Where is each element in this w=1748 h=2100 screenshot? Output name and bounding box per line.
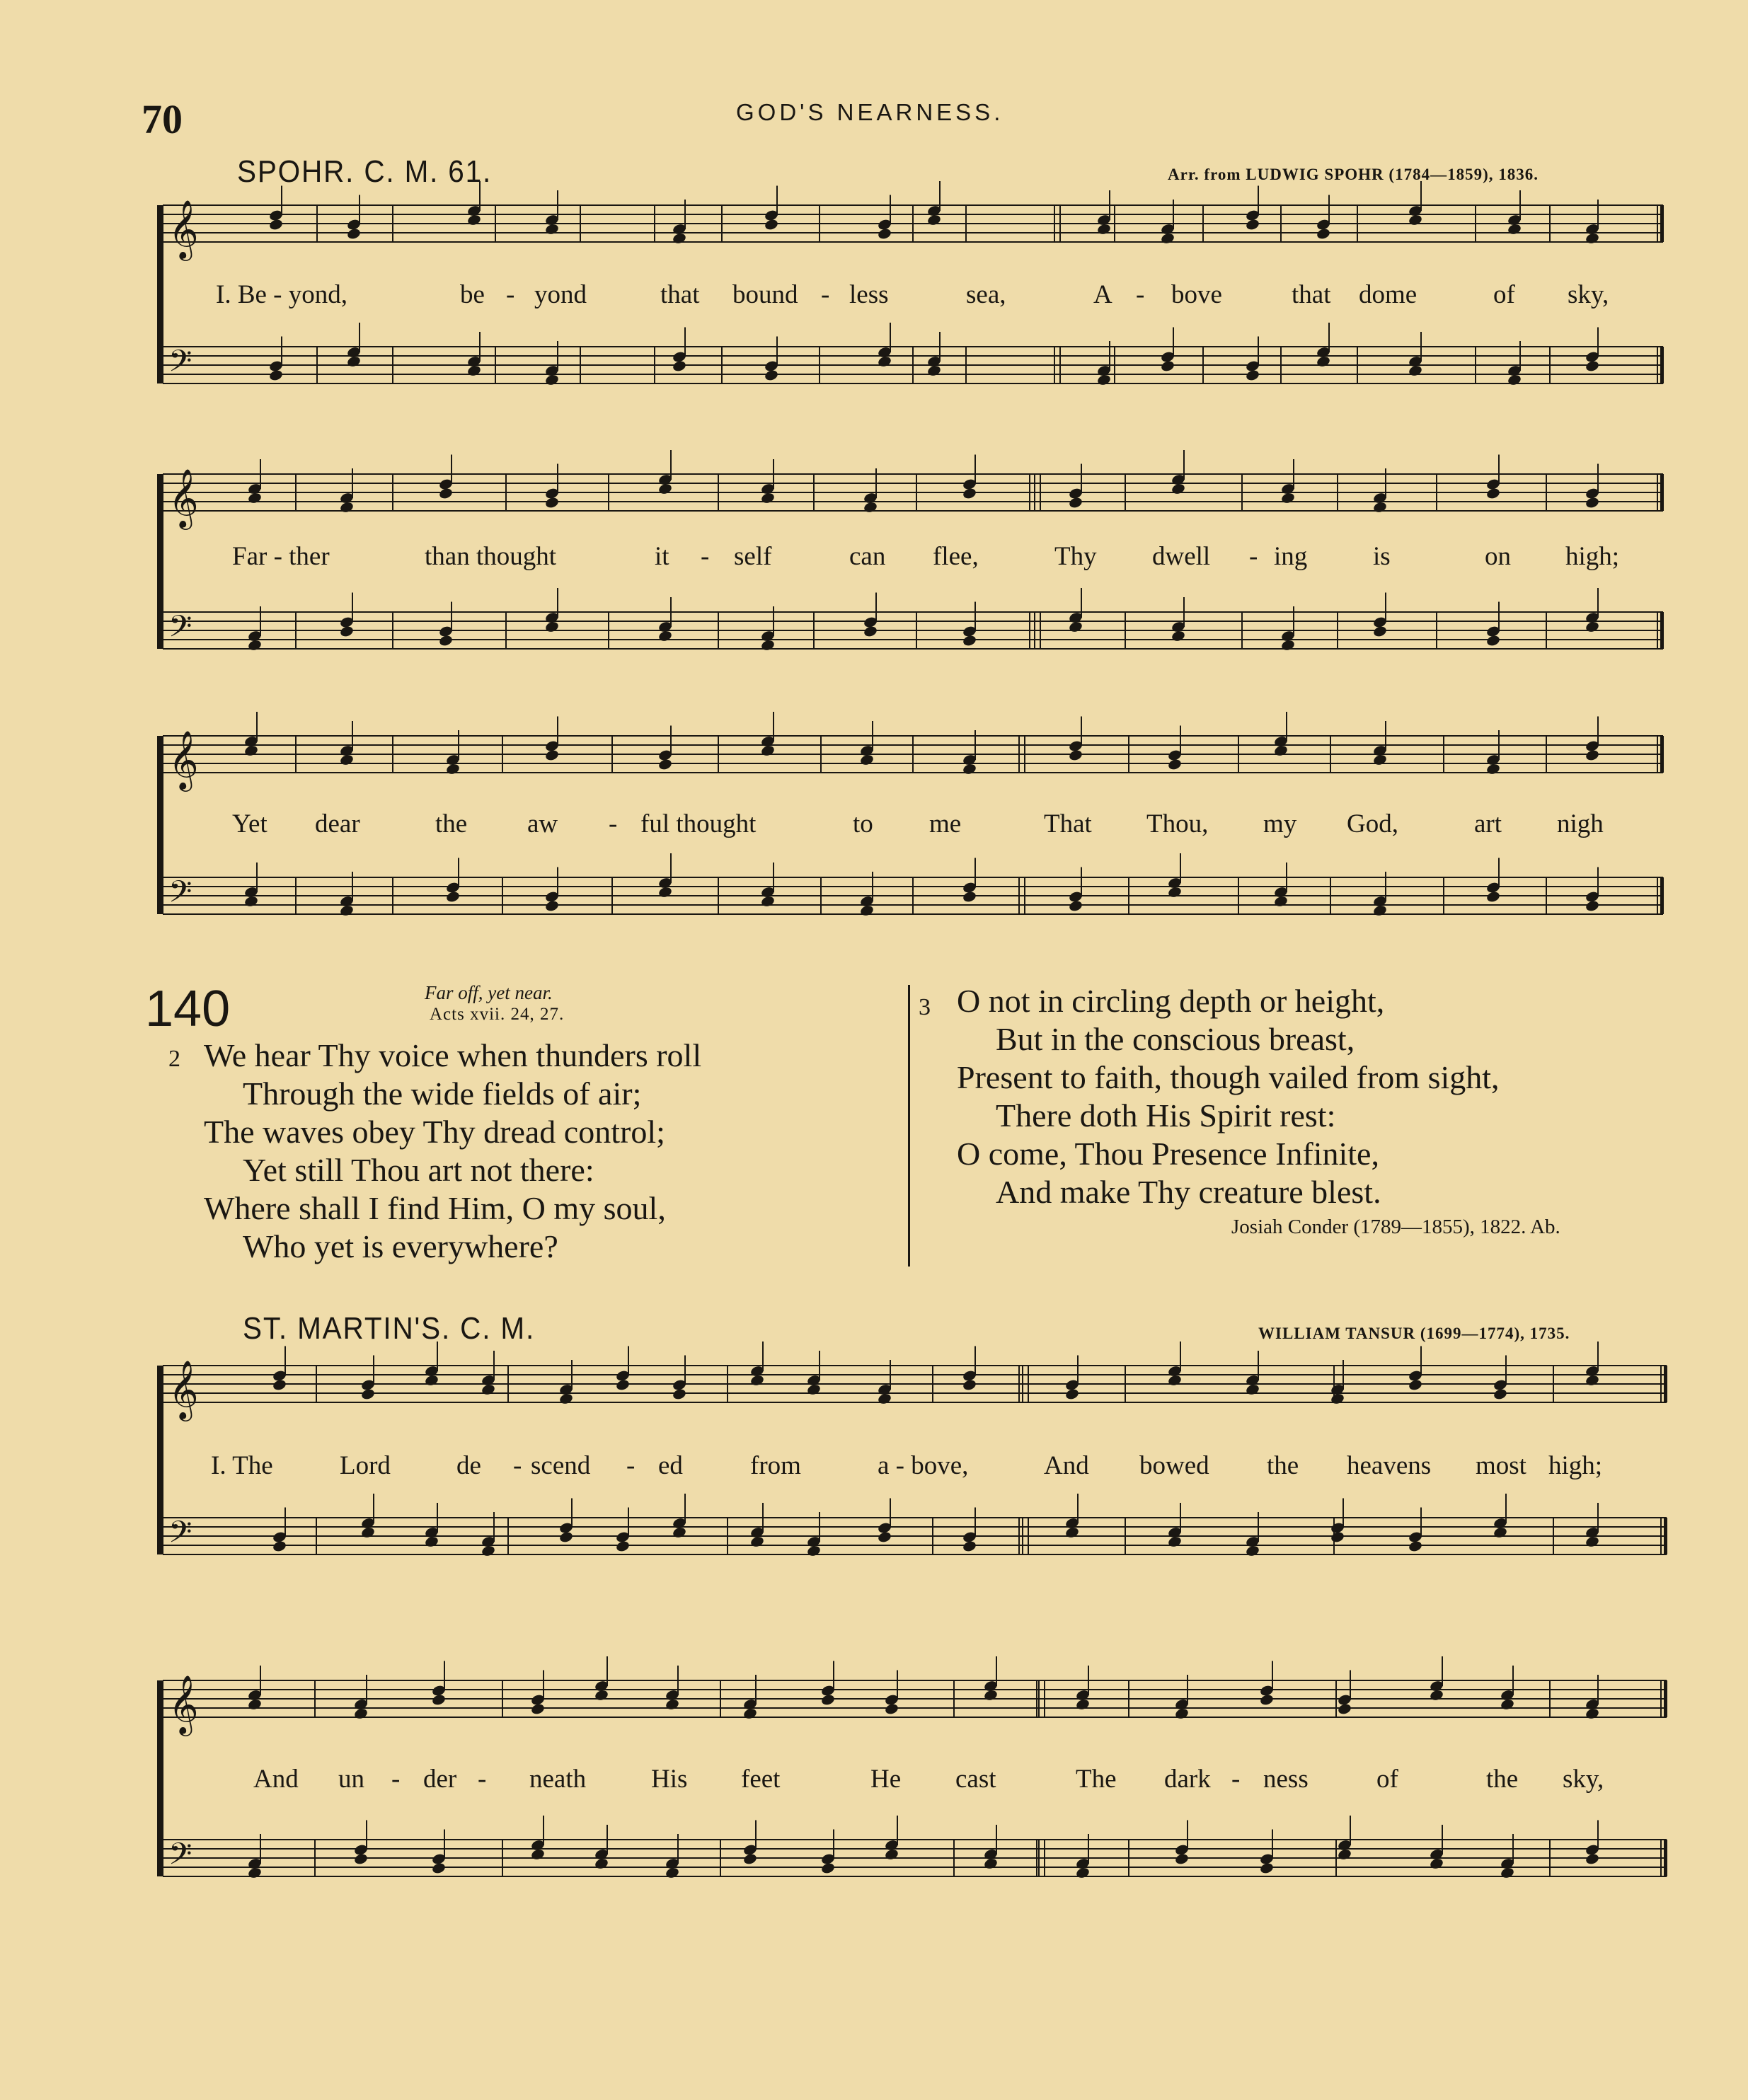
- lyric-syllable: feet: [741, 1765, 781, 1794]
- note-head: [1167, 1535, 1182, 1548]
- note-head: [431, 1693, 446, 1706]
- note-head: [1493, 1388, 1507, 1400]
- note-head: [764, 369, 778, 381]
- note-head: [1507, 223, 1522, 236]
- lyric-syllable: nigh: [1557, 809, 1604, 838]
- bass-clef: 𝄢: [168, 1515, 192, 1557]
- note-head: [424, 1535, 439, 1548]
- note-head: [1408, 364, 1422, 377]
- lyric-syllable: Far - ther: [232, 542, 330, 571]
- lyric-syllable: -: [609, 809, 618, 838]
- column-divider: [908, 985, 910, 1267]
- note-head: [1372, 501, 1387, 514]
- lyric-syllable: God,: [1347, 809, 1398, 838]
- note-head: [360, 1388, 375, 1400]
- lyric-syllable: Lord: [340, 1451, 391, 1480]
- lyric-syllable: sky,: [1568, 280, 1609, 309]
- note-head: [1585, 496, 1599, 509]
- lyric-syllable: bove: [1171, 280, 1222, 309]
- note-head: [1330, 1392, 1345, 1405]
- lyric-syllable: most: [1476, 1451, 1526, 1480]
- note-head: [983, 1689, 998, 1702]
- note-head: [926, 214, 941, 226]
- final-bar: [1660, 612, 1664, 649]
- lyric-syllable: -: [1231, 1765, 1241, 1794]
- note-head: [544, 899, 559, 912]
- lyric-syllable: high;: [1565, 542, 1620, 571]
- verse-line: But in the conscious breast,: [996, 1021, 1355, 1057]
- lyric-syllable: bound: [732, 280, 798, 309]
- note-head: [877, 227, 892, 240]
- final-bar: [1660, 877, 1664, 914]
- note-head: [481, 1545, 495, 1557]
- note-head: [243, 744, 258, 757]
- lyric-syllable: a - bove,: [878, 1451, 969, 1480]
- lyric-syllable: than thought: [425, 542, 557, 571]
- note-head: [983, 1857, 998, 1870]
- lyric-syllable: sea,: [966, 280, 1006, 309]
- note-head: [594, 1857, 609, 1870]
- note-head: [859, 904, 874, 917]
- final-bar: [1664, 1366, 1667, 1402]
- note-head: [1585, 1535, 1599, 1548]
- note-head: [926, 364, 941, 377]
- note-head: [438, 487, 453, 500]
- note-head: [764, 218, 778, 231]
- lyric-syllable: that: [1292, 280, 1331, 309]
- note-head: [594, 1689, 609, 1702]
- note-head: [962, 763, 977, 775]
- note-head: [962, 634, 977, 647]
- note-head: [544, 374, 559, 386]
- note-head: [1075, 1867, 1090, 1879]
- note-head: [615, 1378, 630, 1391]
- lyric-syllable: of: [1493, 280, 1515, 309]
- lyric-syllable: the: [1486, 1765, 1519, 1794]
- note-head: [1585, 1374, 1599, 1387]
- note-head: [424, 1374, 439, 1387]
- note-head: [1337, 1702, 1352, 1715]
- lyric-syllable: That: [1044, 809, 1092, 838]
- lyric-syllable: dwell: [1152, 542, 1211, 571]
- note-head: [863, 625, 878, 638]
- lyric-syllable: the: [1267, 1451, 1299, 1480]
- lyric-syllable: un: [338, 1765, 364, 1794]
- verse-line: There doth His Spirit rest:: [996, 1097, 1336, 1133]
- note-head: [806, 1545, 821, 1557]
- note-head: [672, 1388, 686, 1400]
- note-head: [481, 1383, 495, 1396]
- hymn-author: Josiah Conder (1789—1855), 1822. Ab.: [1231, 1216, 1560, 1238]
- note-head: [339, 754, 354, 766]
- lyric-line-2: [0, 541, 1748, 577]
- note-head: [1372, 625, 1387, 638]
- note-head: [1316, 355, 1330, 368]
- note-head: [438, 634, 453, 647]
- note-head: [1585, 1707, 1599, 1720]
- note-head: [346, 355, 361, 368]
- note-head: [353, 1852, 368, 1865]
- lyric-syllable: from: [750, 1451, 801, 1480]
- note-head: [1068, 621, 1083, 633]
- verse-line: O come, Thou Presence Infinite,: [957, 1136, 1379, 1172]
- note-head: [806, 1383, 821, 1396]
- note-head: [1408, 214, 1422, 226]
- lyric-syllable: is: [1373, 542, 1391, 571]
- lyric-syllable: -: [506, 280, 515, 309]
- note-head: [1259, 1693, 1274, 1706]
- final-bar: [1660, 205, 1664, 242]
- treble-clef: 𝄞: [168, 199, 199, 258]
- note-head: [530, 1702, 545, 1715]
- note-head: [749, 1374, 764, 1387]
- note-head: [1585, 899, 1599, 912]
- note-head: [1171, 483, 1185, 495]
- note-head: [272, 1378, 287, 1391]
- note-head: [884, 1702, 899, 1715]
- lyric-syllable: And: [253, 1765, 299, 1794]
- note-head: [544, 749, 559, 761]
- note-head: [1500, 1698, 1514, 1711]
- lyric-syllable: I. Be - yond,: [216, 280, 347, 309]
- treble-clef: 𝄞: [168, 1674, 199, 1733]
- note-head: [247, 1867, 262, 1879]
- lyric-syllable: dome: [1359, 280, 1418, 309]
- note-head: [247, 1698, 262, 1711]
- verse-number: 3: [919, 994, 931, 1020]
- lyric-line-4: [0, 1450, 1748, 1486]
- final-bar: [1660, 736, 1664, 773]
- running-title: GOD'S NEARNESS.: [736, 99, 1004, 125]
- note-head: [749, 1535, 764, 1548]
- note-head: [1160, 232, 1175, 245]
- note-head: [1245, 218, 1260, 231]
- note-head: [243, 895, 258, 908]
- note-head: [558, 1392, 573, 1405]
- note-head: [268, 369, 283, 381]
- bass-clef: 𝄢: [168, 1837, 192, 1879]
- verse-line: Where shall I find Him, O my soul,: [204, 1190, 666, 1226]
- verse-line: The waves obey Thy dread control;: [204, 1114, 665, 1150]
- page-number: 70: [142, 96, 183, 142]
- lyric-syllable: The: [1076, 1765, 1117, 1794]
- lyric-syllable: my: [1263, 809, 1297, 838]
- note-head: [544, 223, 559, 236]
- note-head: [962, 1540, 977, 1552]
- note-head: [657, 483, 672, 495]
- note-head: [1167, 886, 1182, 899]
- note-head: [1064, 1526, 1079, 1539]
- verse-line: We hear Thy voice when thunders roll: [204, 1037, 702, 1073]
- note-head: [445, 763, 460, 775]
- treble-clef: 𝄞: [168, 468, 199, 527]
- note-head: [657, 630, 672, 642]
- note-head: [1075, 1698, 1090, 1711]
- lyric-syllable: -: [1249, 542, 1258, 571]
- note-head: [1171, 630, 1185, 642]
- final-bar: [1664, 1680, 1667, 1717]
- note-head: [1429, 1857, 1444, 1870]
- note-head: [672, 359, 686, 372]
- lyric-syllable: Thou,: [1146, 809, 1209, 838]
- note-head: [962, 487, 977, 500]
- note-head: [665, 1867, 679, 1879]
- lyric-syllable: -: [701, 542, 710, 571]
- note-head: [1167, 758, 1182, 771]
- lyric-syllable: -: [391, 1765, 401, 1794]
- note-head: [339, 501, 354, 514]
- note-head: [1485, 763, 1500, 775]
- note-head: [1064, 1388, 1079, 1400]
- note-head: [859, 754, 874, 766]
- verse-line: Through the wide fields of air;: [243, 1075, 642, 1112]
- lyric-syllable: flee,: [933, 542, 979, 571]
- lyric-syllable: ing: [1274, 542, 1308, 571]
- note-head: [962, 1378, 977, 1391]
- lyric-syllable: can: [849, 542, 886, 571]
- verse-line: And make Thy creature blest.: [996, 1174, 1381, 1210]
- note-head: [360, 1526, 375, 1539]
- scripture-reference: Acts xvii. 24, 27.: [430, 1005, 565, 1024]
- note-head: [1408, 1378, 1422, 1391]
- tune-credit: WILLIAM TANSUR (1699—1774), 1735.: [1258, 1325, 1570, 1342]
- note-head: [760, 639, 775, 652]
- lyric-syllable: it: [655, 542, 669, 571]
- lyric-syllable: And: [1044, 1451, 1089, 1480]
- note-head: [1372, 904, 1387, 917]
- note-head: [672, 1526, 686, 1539]
- note-head: [1259, 1862, 1274, 1874]
- note-head: [268, 218, 283, 231]
- note-head: [1068, 749, 1083, 761]
- lyric-syllable: the: [435, 809, 468, 838]
- lyric-syllable: His: [651, 1765, 688, 1794]
- note-head: [1408, 1540, 1422, 1552]
- note-head: [1174, 1852, 1189, 1865]
- note-head: [466, 364, 481, 377]
- lyric-syllable: neath: [529, 1765, 587, 1794]
- final-bar: [1664, 1840, 1667, 1876]
- note-head: [1068, 899, 1083, 912]
- note-head: [1485, 634, 1500, 647]
- note-head: [1096, 223, 1111, 236]
- lyric-syllable: aw: [527, 809, 558, 838]
- final-bar: [1660, 347, 1664, 383]
- lyric-line-1: [0, 279, 1748, 315]
- treble-clef: 𝄞: [168, 729, 199, 789]
- note-head: [339, 625, 354, 638]
- final-bar: [1664, 1518, 1667, 1554]
- note-head: [615, 1540, 630, 1552]
- lyric-line-3: [0, 809, 1748, 844]
- note-head: [962, 890, 977, 903]
- note-head: [1485, 487, 1500, 500]
- note-head: [1493, 1526, 1507, 1539]
- lyric-syllable: me: [929, 809, 962, 838]
- lyric-syllable: to: [853, 809, 873, 838]
- note-head: [1174, 1707, 1189, 1720]
- note-head: [1585, 1852, 1599, 1865]
- lyric-syllable: of: [1376, 1765, 1398, 1794]
- note-head: [877, 1392, 892, 1405]
- note-head: [1280, 639, 1295, 652]
- note-head: [1245, 1383, 1260, 1396]
- lyric-syllable: sky,: [1563, 1765, 1604, 1794]
- note-head: [1585, 749, 1599, 761]
- lyric-syllable: high;: [1548, 1451, 1603, 1480]
- note-head: [877, 1530, 892, 1543]
- tune-credit: Arr. from LUDWIG SPOHR (1784—1859), 1836.: [1168, 166, 1539, 183]
- note-head: [1372, 754, 1387, 766]
- note-head: [339, 904, 354, 917]
- lyric-syllable: be: [460, 280, 485, 309]
- note-head: [247, 639, 262, 652]
- final-bar: [1660, 474, 1664, 511]
- note-head: [1507, 374, 1522, 386]
- verse-line: Present to faith, though vailed from sight,: [957, 1059, 1500, 1095]
- lyric-syllable: cast: [955, 1765, 996, 1794]
- lyric-syllable: A: [1093, 280, 1112, 309]
- note-head: [657, 758, 672, 771]
- note-head: [1429, 1689, 1444, 1702]
- note-head: [466, 214, 481, 226]
- note-head: [1068, 496, 1083, 509]
- note-head: [1273, 895, 1288, 908]
- lyric-syllable: that: [660, 280, 700, 309]
- tune-title: ST. MARTIN'S. C. M.: [243, 1311, 536, 1346]
- note-head: [1316, 227, 1330, 240]
- note-head: [431, 1862, 446, 1874]
- lyric-syllable: -: [1136, 280, 1145, 309]
- note-head: [760, 492, 775, 504]
- note-head: [863, 501, 878, 514]
- note-head: [877, 355, 892, 368]
- lyric-syllable: He: [870, 1765, 902, 1794]
- verse-line: O not in circling depth or height,: [957, 983, 1385, 1019]
- note-head: [558, 1530, 573, 1543]
- note-head: [657, 886, 672, 899]
- lyric-line-5: [0, 1764, 1748, 1799]
- lyric-syllable: ed: [658, 1451, 683, 1480]
- note-head: [1096, 374, 1111, 386]
- verse-line: Yet still Thou art not there:: [243, 1152, 594, 1188]
- lyric-syllable: self: [734, 542, 772, 571]
- lyric-syllable: -: [478, 1765, 487, 1794]
- note-head: [1160, 359, 1175, 372]
- note-head: [742, 1707, 757, 1720]
- lyric-syllable: de: [456, 1451, 481, 1480]
- note-head: [1245, 1545, 1260, 1557]
- note-head: [760, 744, 775, 757]
- lyric-syllable: -: [626, 1451, 636, 1480]
- note-head: [272, 1540, 287, 1552]
- lyric-syllable: -: [513, 1451, 522, 1480]
- lyric-syllable: heavens: [1347, 1451, 1432, 1480]
- note-head: [1500, 1867, 1514, 1879]
- lyric-syllable: scend: [531, 1451, 591, 1480]
- note-head: [1330, 1530, 1345, 1543]
- bass-clef: 𝄢: [168, 875, 192, 917]
- bass-clef: 𝄢: [168, 609, 192, 652]
- hymn-subtitle: Far off, yet near.: [425, 982, 553, 1003]
- lyric-syllable: dear: [315, 809, 360, 838]
- note-head: [820, 1862, 835, 1874]
- note-head: [353, 1707, 368, 1720]
- lyric-syllable: art: [1474, 809, 1502, 838]
- note-head: [445, 890, 460, 903]
- note-head: [1337, 1848, 1352, 1861]
- lyric-syllable: on: [1485, 542, 1511, 571]
- note-head: [1273, 744, 1288, 757]
- note-head: [544, 621, 559, 633]
- bass-clef: 𝄢: [168, 344, 192, 386]
- lyric-syllable: less: [849, 280, 889, 309]
- note-head: [544, 496, 559, 509]
- lyric-syllable: -: [821, 280, 830, 309]
- note-head: [742, 1852, 757, 1865]
- lyric-syllable: yond: [534, 280, 587, 309]
- lyric-syllable: Yet: [232, 809, 268, 838]
- note-head: [1280, 492, 1295, 504]
- tune-title: SPOHR. C. M. 61.: [237, 154, 493, 189]
- note-head: [665, 1698, 679, 1711]
- hymn-number: 140: [145, 981, 231, 1037]
- lyric-syllable: dark: [1164, 1765, 1211, 1794]
- note-head: [884, 1848, 899, 1861]
- note-head: [1585, 621, 1599, 633]
- note-head: [1485, 890, 1500, 903]
- note-head: [1245, 369, 1260, 381]
- lyric-syllable: I. The: [211, 1451, 273, 1480]
- note-head: [346, 227, 361, 240]
- lyric-syllable: bowed: [1139, 1451, 1209, 1480]
- lyric-syllable: ful thought: [640, 809, 757, 838]
- note-head: [530, 1848, 545, 1861]
- note-head: [760, 895, 775, 908]
- verse-line: Who yet is everywhere?: [243, 1228, 558, 1264]
- note-head: [1585, 232, 1599, 245]
- verse-number: 2: [168, 1046, 180, 1072]
- lyric-syllable: ness: [1263, 1765, 1309, 1794]
- note-head: [1585, 359, 1599, 372]
- note-head: [672, 232, 686, 245]
- note-head: [1167, 1374, 1182, 1387]
- lyric-syllable: Thy: [1054, 542, 1097, 571]
- treble-clef: 𝄞: [168, 1359, 199, 1419]
- note-head: [820, 1693, 835, 1706]
- note-head: [247, 492, 262, 504]
- lyric-syllable: der: [423, 1765, 457, 1794]
